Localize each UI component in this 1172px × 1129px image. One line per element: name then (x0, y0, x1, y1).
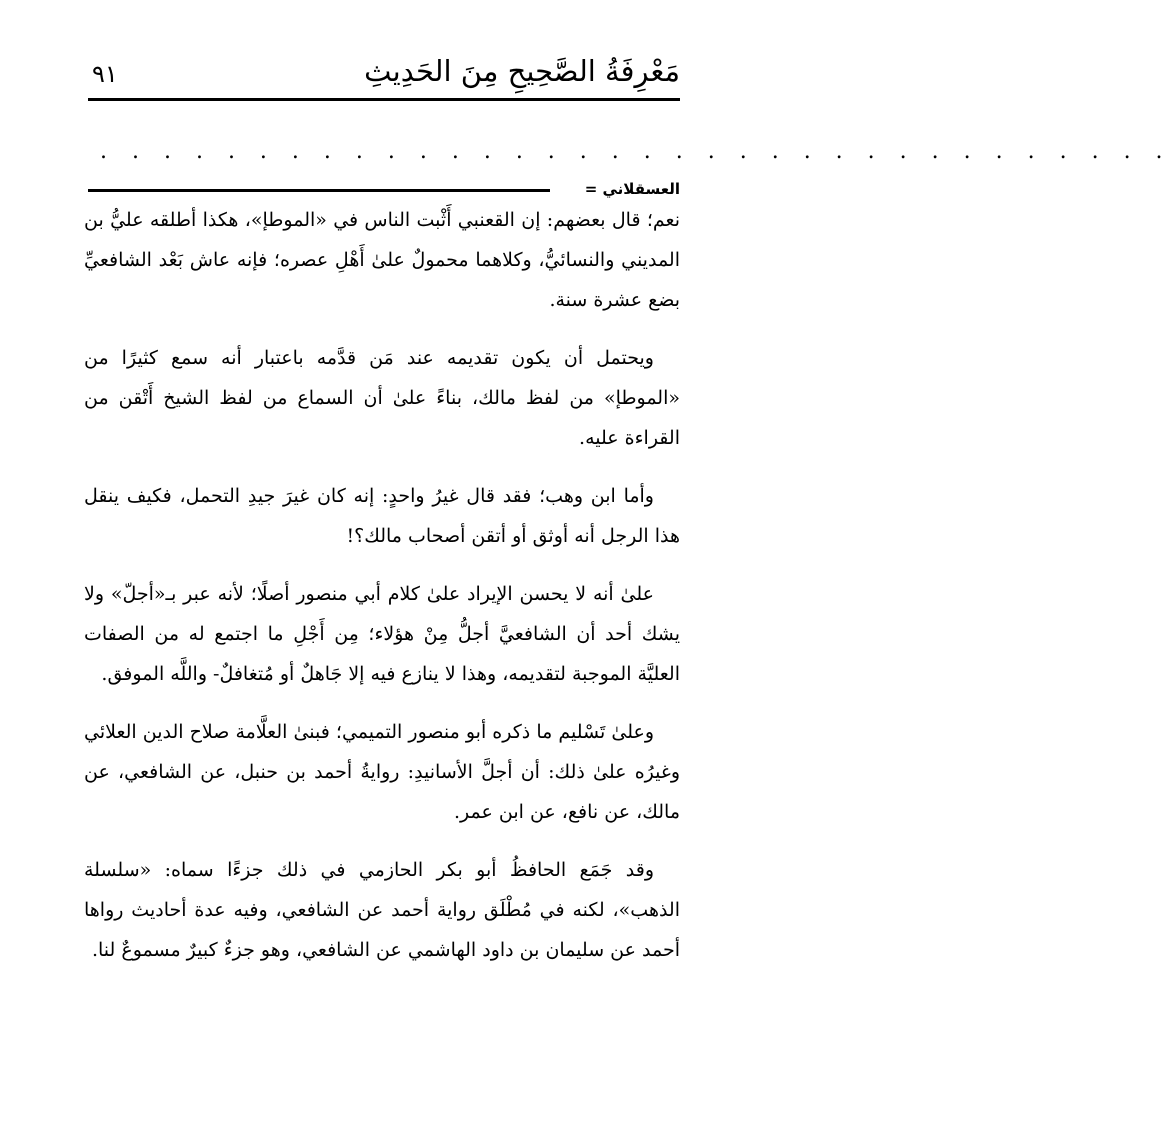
paragraph: وقد جَمَع الحافظُ أبو بكر الحازمي في ذلك جزءًا سماه: «سلسلة الذهب»، لكنه في مُطْلَق رواية أحمد عن الشافعي، وفيه عدة أحاديث رواها أحمد عن سليمان بن داود الهاشمي عن الشافعي، وهو جزءٌ كبيرٌ مسموعٌ لنا. (84, 859, 680, 961)
commentary-body (84, 200, 680, 988)
running-title: مَعْرِفَةُ الصَّحِيحِ مِنَ الحَدِيثِ (364, 54, 680, 88)
paragraph: نعم؛ قال بعضهم: إن القعنبي أَثْبت الناس في «الموطإ»، هكذا أطلقه عليُّ بن المديني والنسائيُّ، وكلاهما محمولٌ علىٰ أَهْلِ عصره؛ فإنه عاش بَعْد الشافعيِّ بضع عشرة سنة. (84, 209, 680, 311)
header-rule (88, 98, 680, 101)
commentary-rule (88, 189, 550, 192)
paragraph: وعلىٰ تَسْليم ما ذكره أبو منصور التميمي؛ فبنىٰ العلَّامة صلاح الدين العلائي وغيرُه علىٰ ذلك: أن أجلَّ الأسانيدِ: روايةُ أحمد بن حنبل، عن الشافعي، عن مالك، عن نافع، عن ابن عمر. (84, 721, 680, 823)
page-header (88, 50, 680, 102)
page-number: ٩١ (92, 60, 118, 88)
commentary-heading (88, 178, 680, 202)
section-dots-separator: . . . . . . . . . . . . . . . . . . . . . . . . . . . . . . . . . . (100, 139, 1172, 164)
paragraph: ويحتمل أن يكون تقديمه عند مَن قدَّمه باعتبار أنه سمع كثيرًا من «الموطإ» من لفظ مالك، بناءً علىٰ أن السماع من لفظ الشيخ أَتْقن من القراءة عليه. (84, 347, 680, 449)
paragraph: علىٰ أنه لا يحسن الإيراد علىٰ كلام أبي منصور أصلًا؛ لأنه عبر بـ«أجلّ» ولا يشك أحد أن الشافعيَّ أجلُّ مِنْ هؤلاء؛ مِن أَجْلِ ما اجتمع له من الصفات العليَّة الموجبة لتقديمه، وهذا لا ينازع فيه إلا جَاهلٌ أو مُتغافلٌ- واللَّه الموفق. (84, 583, 680, 685)
commentator-label: العسقلاني = (584, 180, 680, 198)
paragraph: وأما ابن وهب؛ فقد قال غيرُ واحدٍ: إنه كان غيرَ جيدِ التحمل، فكيف ينقل هذا الرجل أنه أوثق أو أتقن أصحاب مالك؟! (84, 485, 680, 547)
